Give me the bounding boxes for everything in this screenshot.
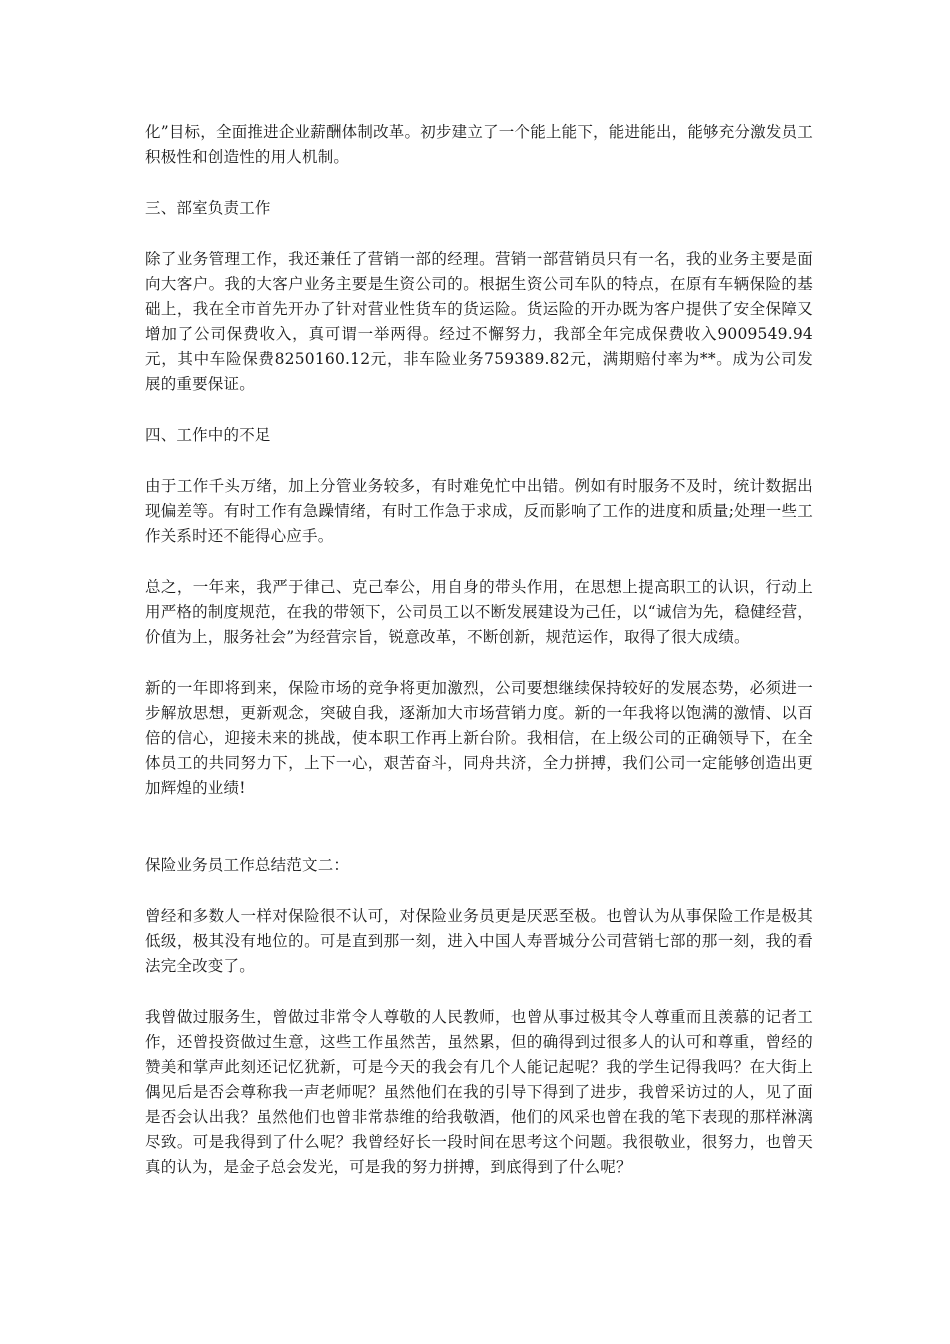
paragraph-department-work: 除了业务管理工作，我还兼任了营销一部的经理。营销一部营销员只有一名，我的业务主要是面向大客户。我的大客户业务主要是生资公司的。根据生资公司车队的特点，在原有车辆保险的基础上，我在全市首先开办了针对营业性货车的货运险。货运险的开办既为客户提供了安全保障又增加了公司保费收入，真可谓一举两得。经过不懈努力，我部全年完成保费收入9009549.94元，其中车险保费8250160.12元，非车险业务759389.82元，满期赔付率为**。成为公司发展的重要保证。: [145, 250, 813, 393]
paragraph-attitude-change: 曾经和多数人一样对保险很不认可，对保险业务员更是厌恶至极。也曾认为从事保险工作是极其低级，极其没有地位的。可是直到那一刻，进入中国人寿晋城分公司营销七部的那一刻，我的看法完全改变了。: [145, 907, 813, 975]
heading-sample-two: 保险业务员工作总结范文二：: [145, 856, 350, 874]
paragraph-new-year: 新的一年即将到来，保险市场的竞争将更加激烈，公司要想继续保持较好的发展态势，必须进一步解放思想，更新观念，突破自我，逐渐加大市场营销力度。新的一年我将以饱满的激情、以百倍的信心，迎接未来的挑战，使本职工作再上新台阶。我相信，在上级公司的正确领导下，在全体员工的共同努力下，上下一心，艰苦奋斗，同舟共济，全力拼搏，我们公司一定能够创造出更加辉煌的业绩!: [145, 679, 813, 797]
heading-shortcomings: 四、工作中的不足: [145, 426, 271, 444]
document-body: [145, 120, 813, 1206]
heading-department-work: 三、部室负责工作: [145, 199, 271, 217]
paragraph-shortcomings: 由于工作千头万绪，加上分管业务较多，有时难免忙中出错。例如有时服务不及时，统计数据出现偏差等。有时工作有急躁情绪，有时工作急于求成，反而影响了工作的进度和质量;处理一些工作关系时还不能得心应手。: [145, 477, 813, 545]
paragraph-reform-goal: 化”目标，全面推进企业薪酬体制改革。初步建立了一个能上能下，能进能出，能够充分激发员工积极性和创造性的用人机制。: [145, 123, 813, 166]
paragraph-past-jobs: 我曾做过服务生，曾做过非常令人尊敬的人民教师，也曾从事过极其令人尊重而且羡慕的记者工作，还曾投资做过生意，这些工作虽然苦，虽然累，但的确得到过很多人的认可和尊重，曾经的赞美和掌声此刻还记忆犹新，可是今天的我会有几个人能记起呢？我的学生记得我吗？在大街上偶见后是否会尊称我一声老师呢？虽然他们在我的引导下得到了进步，我曾采访过的人，见了面是否会认出我？虽然他们也曾非常恭维的给我敬酒，他们的风采也曾在我的笔下表现的那样淋漓尽致。可是我得到了什么呢？我曾经好长一段时间在思考这个问题。我很敬业，很努力，也曾天真的认为，是金子总会发光，可是我的努力拼搏，到底得到了什么呢？: [145, 1008, 813, 1176]
paragraph-summary: 总之，一年来，我严于律己、克己奉公，用自身的带头作用，在思想上提高职工的认识，行动上用严格的制度规范，在我的带领下，公司员工以不断发展建设为己任，以“诚信为先，稳健经营，价值为上，服务社会”为经营宗旨，锐意改革，不断创新，规范运作，取得了很大成绩。: [145, 578, 813, 646]
